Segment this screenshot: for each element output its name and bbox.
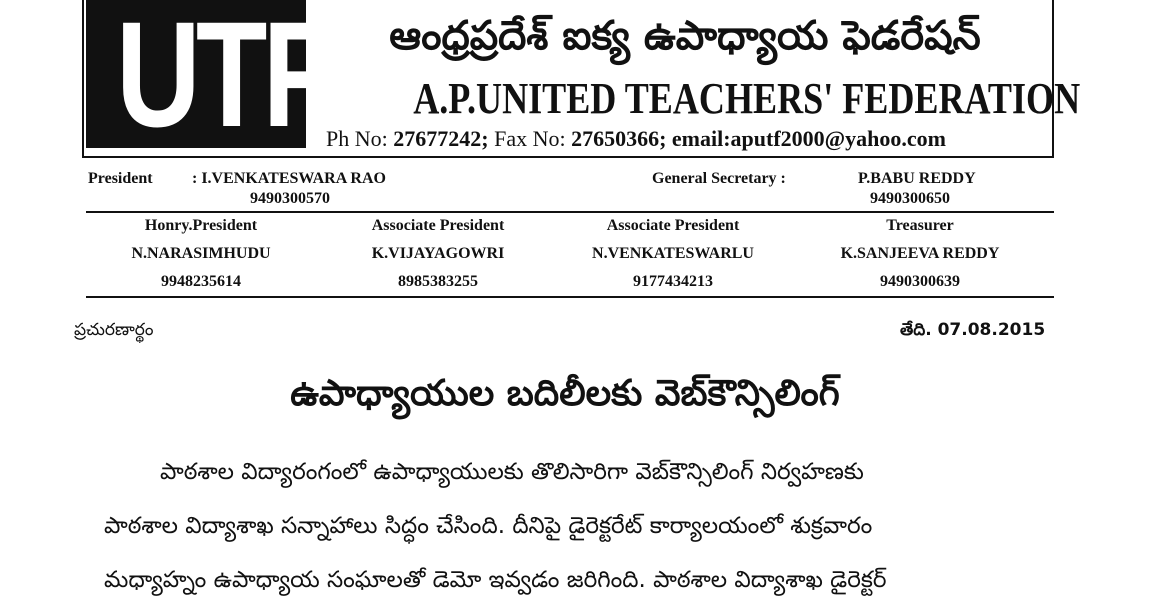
officers-grid <box>86 214 1054 294</box>
fax-label: Fax No: <box>494 126 566 151</box>
officer-name: K.VIJAYAGOWRI <box>371 245 505 262</box>
officer-phone: 9490300639 <box>880 273 960 290</box>
officer-honorary-president <box>86 214 316 298</box>
officer-name: N.NARASIMHUDU <box>131 245 271 262</box>
body-line: మధ్యాహ్నం ఉపాధ్యాయ సంఘాలతో డెమో ఇవ్వడం జరిగింది. పాఠశాల విద్యాశాఖ డైరెక్టర్ <box>104 567 887 593</box>
officer-title: Treasurer <box>886 217 954 234</box>
officer-title: Honry.President <box>144 217 258 234</box>
email-address: email:aputf2000@yahoo.com <box>671 126 946 151</box>
fax-number: 27650366; <box>571 126 667 151</box>
officer-name: K.SANJEEVA REDDY <box>840 245 1000 262</box>
org-name-telugu: ఆంధ్రప్రదేశ్ ఐక్య ఉపాధ్యాయ ఫెడరేషన్ <box>389 13 981 59</box>
phone-label: Ph No: <box>326 126 388 151</box>
officer-phone: 9177434213 <box>633 273 713 290</box>
body-line: పాఠశాల విద్యాశాఖ సన్నాహాలు సిద్ధం చేసింది. దీనిపై డైరెక్టరేట్ కార్యాలయంలో శుక్రవారం <box>104 513 873 539</box>
divider-top <box>86 211 1054 213</box>
headline: ఉపాధ్యాయుల బదిలీలకు వెబ్‌కౌన్సిలింగ్ <box>290 373 840 414</box>
top-officers-row <box>88 167 1056 211</box>
phone-number: 27677242; <box>393 126 489 151</box>
officer-phone: 8985383255 <box>398 273 478 290</box>
contact-line <box>326 126 1038 152</box>
press-release-label: ప్రచురణార్థం <box>74 320 154 340</box>
officer-title: Associate President <box>371 217 505 234</box>
officer-associate-president-2 <box>560 214 786 298</box>
president-phone: 9490300570 <box>250 190 330 207</box>
officer-name: N.VENKATESWARLU <box>592 245 754 262</box>
document-date: తేది. 07.08.2015 <box>900 320 1046 340</box>
general-secretary-name: P.BABU REDDY <box>858 170 976 187</box>
utf-logo: UTF <box>86 0 306 148</box>
general-secretary-phone: 9490300650 <box>870 190 950 207</box>
president-name: : I.VENKATESWARA RAO <box>192 170 386 187</box>
officer-associate-president-1 <box>316 214 560 298</box>
officer-treasurer <box>786 214 1054 298</box>
general-secretary-label: General Secretary : <box>652 170 786 187</box>
president-label: President <box>88 170 153 187</box>
body-line: పాఠశాల విద్యారంగంలో ఉపాధ్యాయులకు తొలిసారిగా వెబ్‌కౌన్సిలింగ్ నిర్వహణకు <box>160 459 864 485</box>
divider-bottom <box>86 296 1054 298</box>
officer-title: Associate President <box>606 217 740 234</box>
org-name-english: A.P.UNITED TEACHERS' FEDERATION <box>413 74 1081 123</box>
officer-phone: 9948235614 <box>161 273 241 290</box>
